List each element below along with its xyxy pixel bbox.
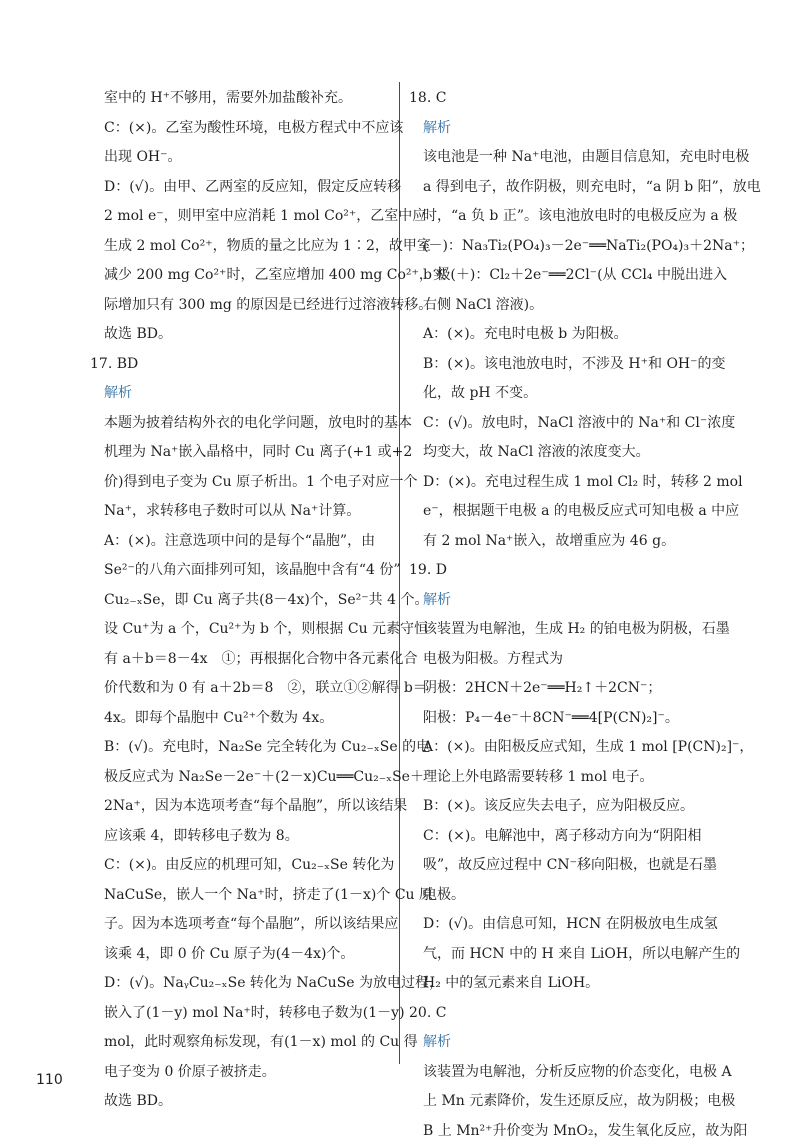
text-line: 阳极：P₄－4e⁻＋8CN⁻══4[P(CN)₂]⁻。 [409, 704, 731, 734]
analysis-heading: 解析 [409, 586, 731, 616]
text-line: 化，故 pH 不变。 [409, 379, 731, 409]
text-line: B 上 Mn²⁺升价变为 MnO₂，发生氧化反应，故为阳 [409, 1117, 731, 1146]
text-line: 有 2 mol Na⁺嵌入，故增重应为 46 g。 [409, 527, 731, 557]
question-number: 17. BD [90, 350, 390, 380]
text-line: A：(×)。注意选项中问的是每个“晶胞”，由 [90, 527, 390, 557]
text-line: 2Na⁺，因为本选项考查“每个晶胞”，所以该结果 [90, 792, 390, 822]
question-number: 19. D [409, 556, 731, 586]
text-line: C：(×)。电解池中，离子移动方向为“阴阳相 [409, 822, 731, 852]
analysis-heading: 解析 [409, 114, 731, 144]
text-line: D：(√)。由信息可知，HCN 在阴极放电生成氢 [409, 910, 731, 940]
text-line: 故选 BD。 [90, 320, 390, 350]
text-line: 生成 2 mol Co²⁺，物质的量之比应为 1∶2，故甲室 [90, 232, 390, 262]
text-line: B：(×)。该电池放电时，不涉及 H⁺和 OH⁻的变 [409, 350, 731, 380]
text-line: 上 Mn 元素降价，发生还原反应，故为阴极；电极 [409, 1087, 731, 1117]
text-line: 该装置为电解池，分析反应物的价态变化，电极 A [409, 1058, 731, 1088]
text-line: e⁻，根据题干电极 a 的电极反应式可知电极 a 中应 [409, 497, 731, 527]
text-line: 出现 OH⁻。 [90, 143, 390, 173]
text-line: 嵌入了(1－y) mol Na⁺时，转移电子数为(1－y) [90, 999, 390, 1029]
text-line: A：(×)。由阳极反应式知，生成 1 mol [P(CN)₂]⁻， [409, 733, 731, 763]
text-line: B：(√)。充电时，Na₂Se 完全转化为 Cu₂₋ₓSe 的电 [90, 733, 390, 763]
text-line: 该电池是一种 Na⁺电池，由题目信息知，充电时电极 [409, 143, 731, 173]
right-column [409, 84, 731, 1146]
analysis-heading: 解析 [409, 1028, 731, 1058]
text-line: 室中的 H⁺不够用，需要外加盐酸补充。 [90, 84, 390, 114]
text-line: H₂ 中的氢元素来自 LiOH。 [409, 969, 731, 999]
text-line: C：(×)。乙室为酸性环境，电极方程式中不应该 [90, 114, 390, 144]
text-line: 际增加只有 300 mg 的原因是已经进行过溶液转移。 [90, 291, 390, 321]
text-line: 子。因为本选项考查“每个晶胞”，所以该结果应 [90, 910, 390, 940]
text-line: a 得到电子，故作阴极，则充电时，“a 阴 b 阳”，放电 [409, 173, 731, 203]
text-line: 应该乘 4，即转移电子数为 8。 [90, 822, 390, 852]
text-line: 阴极：2HCN＋2e⁻══H₂↑＋2CN⁻； [409, 674, 731, 704]
text-line: b 极(＋)：Cl₂＋2e⁻══2Cl⁻(从 CCl₄ 中脱出进入 [409, 261, 731, 291]
text-line: 理论上外电路需要转移 1 mol 电子。 [409, 763, 731, 793]
analysis-heading: 解析 [90, 379, 390, 409]
text-line: 极反应式为 Na₂Se－2e⁻＋(2－x)Cu══Cu₂₋ₓSe＋ [90, 763, 390, 793]
text-line: C：(×)。由反应的机理可知，Cu₂₋ₓSe 转化为 [90, 851, 390, 881]
text-line: 均变大，故 NaCl 溶液的浓度变大。 [409, 438, 731, 468]
left-column [90, 84, 390, 1117]
text-line: 该乘 4，即 0 价 Cu 原子为(4－4x)个。 [90, 940, 390, 970]
text-line: 电极为阳极。方程式为 [409, 645, 731, 675]
text-line: Na⁺，求转移电子数时可以从 Na⁺计算。 [90, 497, 390, 527]
question-number: 20. C [409, 999, 731, 1029]
text-line: 本题为披着结构外衣的电化学问题，放电时的基本 [90, 409, 390, 439]
text-line: Cu₂₋ₓSe，即 Cu 离子共(8－4x)个，Se²⁻共 4 个。 [90, 586, 390, 616]
text-line: 右侧 NaCl 溶液)。 [409, 291, 731, 321]
text-line: 价)得到电子变为 Cu 原子析出。1 个电子对应一个 [90, 468, 390, 498]
text-line: D：(√)。NaᵧCu₂₋ₓSe 转化为 NaCuSe 为放电过程， [90, 969, 390, 999]
text-line: mol，此时观察角标发现，有(1－x) mol 的 Cu 得 [90, 1028, 390, 1058]
text-line: 吸”，故反应过程中 CN⁻移向阳极，也就是石墨 [409, 851, 731, 881]
text-line: 减少 200 mg Co²⁺时，乙室应增加 400 mg Co²⁺，实 [90, 261, 390, 291]
text-line: Se²⁻的八角六面排列可知，该晶胞中含有“4 份” [90, 556, 390, 586]
text-line: 时，“a 负 b 正”。该电池放电时的电极反应为 a 极 [409, 202, 731, 232]
text-line: NaCuSe，嵌人一个 Na⁺时，挤走了(1－x)个 Cu 原 [90, 881, 390, 911]
text-line: 4x。即每个晶胞中 Cu²⁺个数为 4x。 [90, 704, 390, 734]
text-line: 电极。 [409, 881, 731, 911]
text-line: (－)：Na₃Ti₂(PO₄)₃－2e⁻══NaTi₂(PO₄)₃＋2Na⁺； [409, 232, 731, 262]
text-line: A：(×)。充电时电极 b 为阳极。 [409, 320, 731, 350]
question-number: 18. C [409, 84, 731, 114]
text-line: C：(√)。放电时，NaCl 溶液中的 Na⁺和 Cl⁻浓度 [409, 409, 731, 439]
text-line: 设 Cu⁺为 a 个，Cu²⁺为 b 个，则根据 Cu 元素守恒 [90, 615, 390, 645]
text-line: 2 mol e⁻，则甲室中应消耗 1 mol Co²⁺，乙室中应 [90, 202, 390, 232]
text-line: 该装置为电解池，生成 H₂ 的铂电极为阴极，石墨 [409, 615, 731, 645]
text-line: B：(×)。该反应失去电子，应为阳极反应。 [409, 792, 731, 822]
text-line: 电子变为 0 价原子被挤走。 [90, 1058, 390, 1088]
text-line: 故选 BD。 [90, 1087, 390, 1117]
text-line: D：(×)。充电过程生成 1 mol Cl₂ 时，转移 2 mol [409, 468, 731, 498]
page-number: 110 [36, 1072, 63, 1088]
text-line: 有 a＋b＝8－4x ①；再根据化合物中各元素化合 [90, 645, 390, 675]
text-line: 价代数和为 0 有 a＋2b＝8 ②，联立①②解得 b＝ [90, 674, 390, 704]
text-line: D：(√)。由甲、乙两室的反应知，假定反应转移 [90, 173, 390, 203]
text-line: 气，而 HCN 中的 H 来自 LiOH，所以电解产生的 [409, 940, 731, 970]
text-line: 机理为 Na⁺嵌入晶格中，同时 Cu 离子(+1 或+2 [90, 438, 390, 468]
